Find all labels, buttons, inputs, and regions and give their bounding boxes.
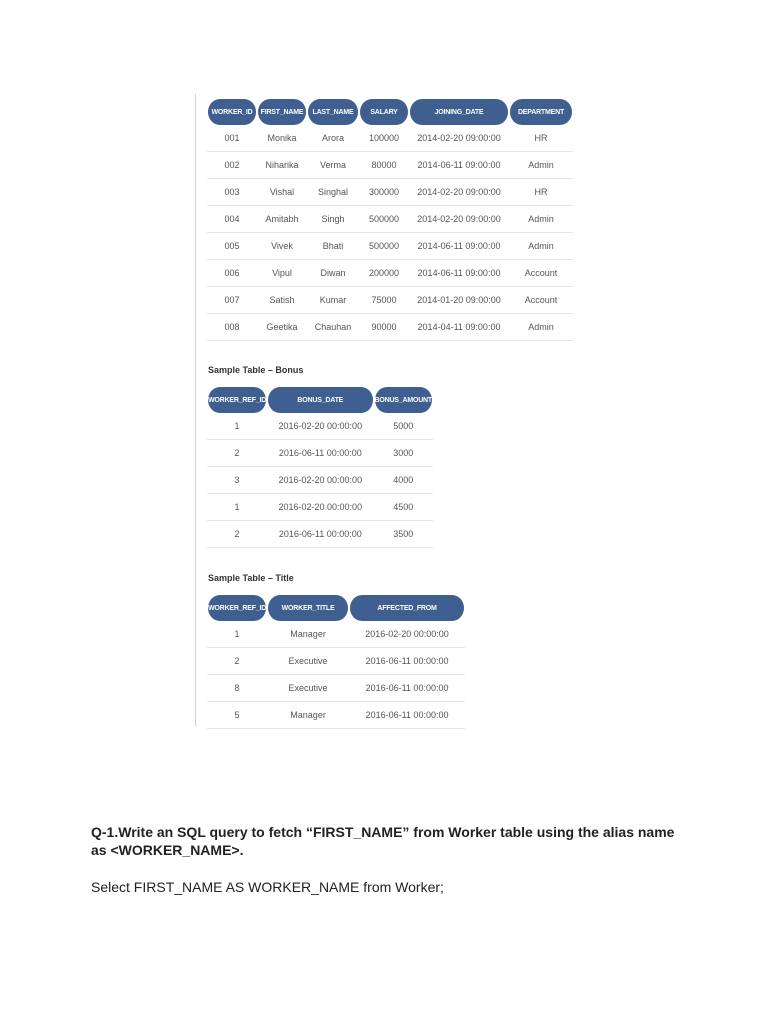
table-cell: Vipul — [257, 260, 307, 287]
table-cell: 2016-06-11 00:00:00 — [267, 521, 373, 548]
answer-text: Select FIRST_NAME AS WORKER_NAME from Worker; — [91, 879, 444, 895]
table-cell: 3500 — [374, 521, 434, 548]
table-cell: 001 — [207, 125, 257, 152]
table-cell: Niharika — [257, 152, 307, 179]
table-row — [207, 260, 573, 287]
table-cell: 005 — [207, 233, 257, 260]
table-cell: 2016-02-20 00:00:00 — [267, 413, 373, 440]
table-cell: 500000 — [359, 206, 409, 233]
table-cell: 2 — [207, 521, 267, 548]
table-cell: 002 — [207, 152, 257, 179]
column-header: JOINING_DATE — [409, 99, 509, 125]
table-cell: Admin — [509, 233, 573, 260]
table-cell: Amitabh — [257, 206, 307, 233]
table-cell: 5000 — [374, 413, 434, 440]
worker-table-header-row — [207, 99, 573, 125]
table-cell: 2016-02-20 00:00:00 — [267, 494, 373, 521]
column-header: WORKER_TITLE — [267, 595, 349, 621]
table-cell: Bhati — [307, 233, 359, 260]
table-cell: 3000 — [374, 440, 434, 467]
table-cell: 2014-06-11 09:00:00 — [409, 152, 509, 179]
table-cell: Manager — [267, 702, 349, 729]
table-cell: Chauhan — [307, 314, 359, 341]
column-header: LAST_NAME — [307, 99, 359, 125]
page-left-rule — [195, 94, 196, 726]
table-row — [207, 413, 433, 440]
table-row — [207, 521, 433, 548]
table-row — [207, 467, 433, 494]
table-row — [207, 206, 573, 233]
table-cell: Account — [509, 287, 573, 314]
table-cell: 2016-06-11 00:00:00 — [267, 440, 373, 467]
table-cell: Vivek — [257, 233, 307, 260]
table-cell: 2014-06-11 09:00:00 — [409, 260, 509, 287]
table-row — [207, 287, 573, 314]
title-table-caption: Sample Table – Title — [208, 573, 294, 583]
column-header: WORKER_ID — [207, 99, 257, 125]
table-cell: 004 — [207, 206, 257, 233]
table-row — [207, 675, 465, 702]
table-row — [207, 648, 465, 675]
table-cell: 003 — [207, 179, 257, 206]
table-row — [207, 125, 573, 152]
table-cell: 2014-02-20 09:00:00 — [409, 179, 509, 206]
table-cell: 500000 — [359, 233, 409, 260]
table-cell: 100000 — [359, 125, 409, 152]
table-cell: 2 — [207, 648, 267, 675]
column-header: WORKER_REF_ID — [207, 387, 267, 413]
table-cell: Singhal — [307, 179, 359, 206]
table-cell: 2014-02-20 09:00:00 — [409, 125, 509, 152]
bonus-table-caption: Sample Table – Bonus — [208, 365, 304, 375]
column-header: FIRST_NAME — [257, 99, 307, 125]
table-row — [207, 702, 465, 729]
table-cell: HR — [509, 125, 573, 152]
table-cell: 2014-06-11 09:00:00 — [409, 233, 509, 260]
table-cell: Singh — [307, 206, 359, 233]
table-cell: Vishal — [257, 179, 307, 206]
table-row — [207, 314, 573, 341]
table-cell: 4000 — [374, 467, 434, 494]
table-cell: Satish — [257, 287, 307, 314]
table-cell: 007 — [207, 287, 257, 314]
table-cell: 2014-04-11 09:00:00 — [409, 314, 509, 341]
table-cell: 1 — [207, 621, 267, 648]
bonus-table-header-row — [207, 387, 433, 413]
table-cell: Executive — [267, 675, 349, 702]
table-cell: Account — [509, 260, 573, 287]
table-cell: 90000 — [359, 314, 409, 341]
question-text: Q-1.Write an SQL query to fetch “FIRST_NAME” from Worker table using the alias name as <WORKER_NAME>. — [91, 824, 675, 858]
table-cell: 008 — [207, 314, 257, 341]
table-row — [207, 440, 433, 467]
bonus-table-body — [207, 413, 433, 548]
table-cell: 80000 — [359, 152, 409, 179]
table-cell: 2016-02-20 00:00:00 — [267, 467, 373, 494]
table-cell: Verma — [307, 152, 359, 179]
table-row — [207, 179, 573, 206]
table-cell: HR — [509, 179, 573, 206]
table-cell: 2016-06-11 00:00:00 — [349, 702, 465, 729]
table-cell: 200000 — [359, 260, 409, 287]
table-cell: 2014-01-20 09:00:00 — [409, 287, 509, 314]
table-row — [207, 152, 573, 179]
table-cell: Admin — [509, 314, 573, 341]
table-cell: 1 — [207, 413, 267, 440]
column-header: BONUS_DATE — [267, 387, 373, 413]
table-cell: Admin — [509, 206, 573, 233]
table-cell: 8 — [207, 675, 267, 702]
worker-table — [207, 99, 573, 341]
table-cell: Executive — [267, 648, 349, 675]
table-cell: Kumar — [307, 287, 359, 314]
column-header: WORKER_REF_ID — [207, 595, 267, 621]
table-cell: Geetika — [257, 314, 307, 341]
table-cell: 2016-06-11 00:00:00 — [349, 675, 465, 702]
table-cell: 006 — [207, 260, 257, 287]
column-header: DEPARTMENT — [509, 99, 573, 125]
table-cell: 2 — [207, 440, 267, 467]
table-row — [207, 621, 465, 648]
table-row — [207, 494, 433, 521]
table-cell: Arora — [307, 125, 359, 152]
table-cell: Manager — [267, 621, 349, 648]
column-header: AFFECTED_FROM — [349, 595, 465, 621]
table-cell: 5 — [207, 702, 267, 729]
table-cell: 2016-02-20 00:00:00 — [349, 621, 465, 648]
title-table — [207, 595, 465, 729]
table-cell: 75000 — [359, 287, 409, 314]
table-cell: Monika — [257, 125, 307, 152]
table-cell: 300000 — [359, 179, 409, 206]
table-row — [207, 233, 573, 260]
table-cell: Diwan — [307, 260, 359, 287]
title-table-header-row — [207, 595, 465, 621]
worker-table-body — [207, 125, 573, 341]
table-cell: 2016-06-11 00:00:00 — [349, 648, 465, 675]
column-header: BONUS_AMOUNT — [374, 387, 434, 413]
table-cell: 3 — [207, 467, 267, 494]
column-header: SALARY — [359, 99, 409, 125]
table-cell: 4500 — [374, 494, 434, 521]
bonus-table — [207, 387, 433, 548]
title-table-body — [207, 621, 465, 729]
table-cell: 2014-02-20 09:00:00 — [409, 206, 509, 233]
table-cell: Admin — [509, 152, 573, 179]
table-cell: 1 — [207, 494, 267, 521]
